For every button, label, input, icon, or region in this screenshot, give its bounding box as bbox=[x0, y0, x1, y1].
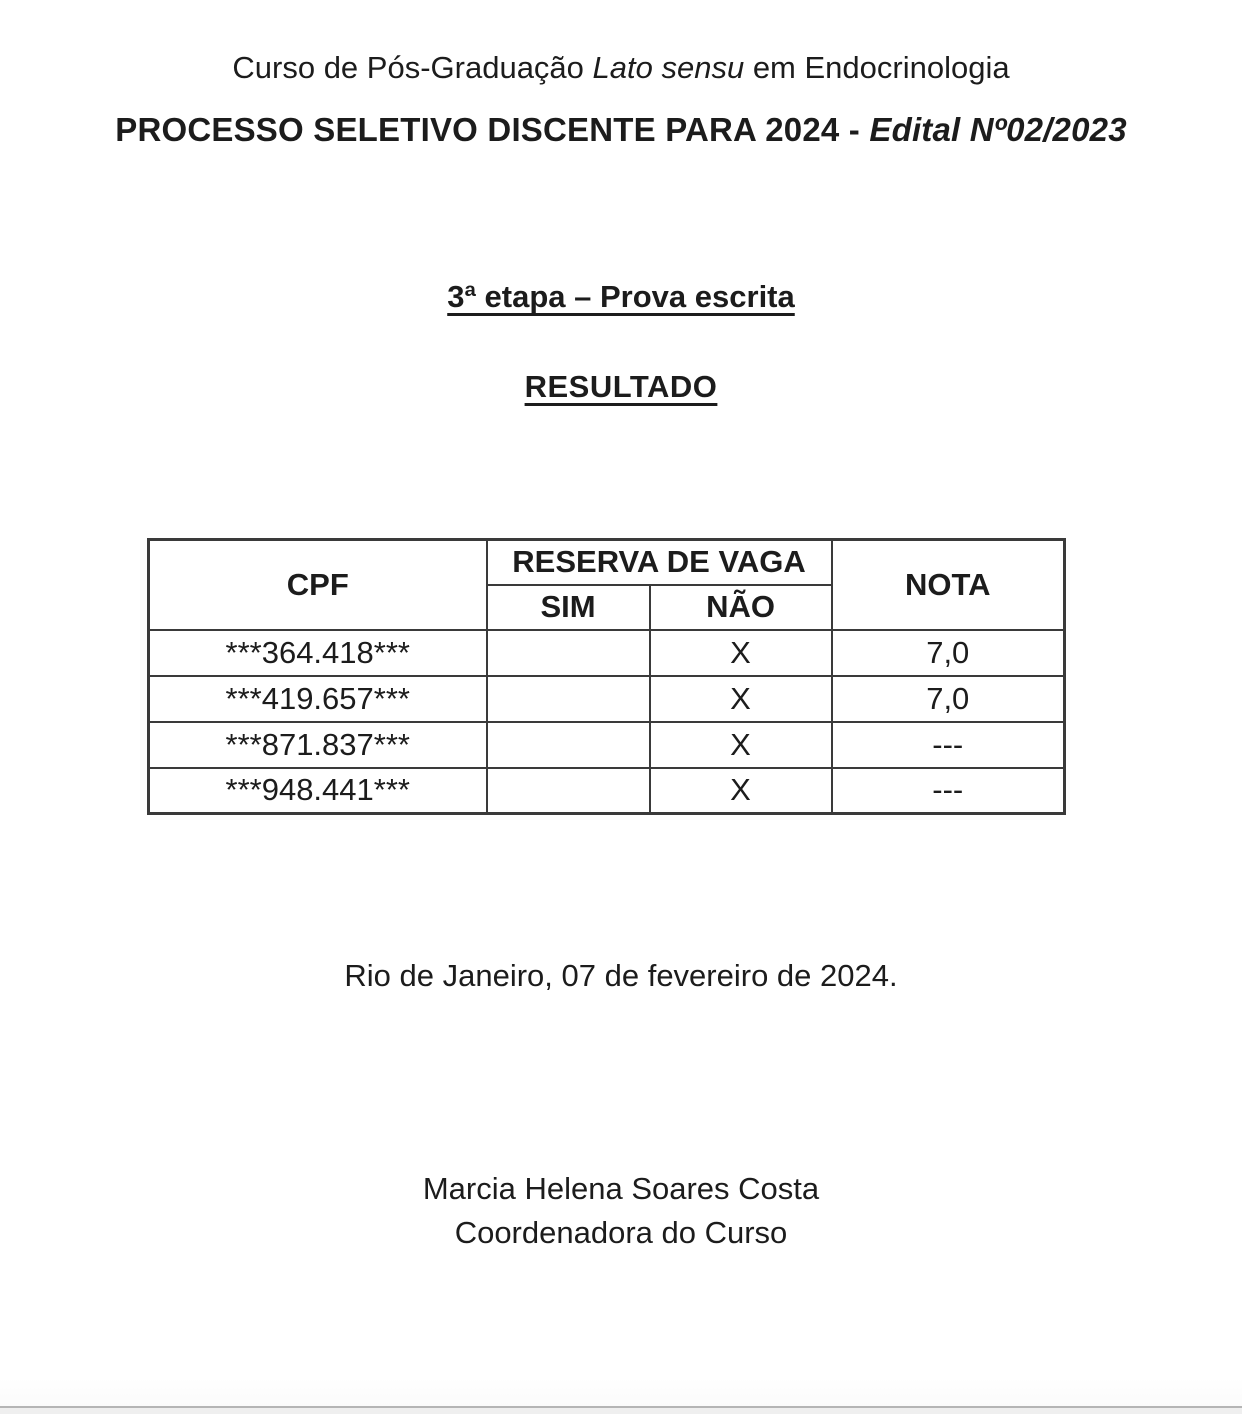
table-row bbox=[149, 722, 1065, 768]
column-header-cpf: CPF bbox=[149, 540, 487, 630]
cpf-cell: ***364.418*** bbox=[149, 630, 487, 676]
cpf-cell: ***871.837*** bbox=[149, 722, 487, 768]
nota-cell: --- bbox=[832, 722, 1065, 768]
results-table bbox=[147, 538, 1066, 815]
nota-cell: 7,0 bbox=[832, 630, 1065, 676]
course-title-prefix: Curso de Pós-Graduação bbox=[232, 50, 593, 85]
nota-cell: --- bbox=[832, 768, 1065, 814]
table-row bbox=[149, 676, 1065, 722]
process-title-prefix: PROCESSO SELETIVO DISCENTE PARA 2024 - bbox=[115, 111, 870, 148]
course-title-suffix: em Endocrinologia bbox=[744, 50, 1010, 85]
nao-cell: X bbox=[650, 676, 832, 722]
result-heading: RESULTADO bbox=[524, 369, 718, 404]
page-bottom-edge bbox=[0, 1406, 1242, 1414]
nao-cell: X bbox=[650, 630, 832, 676]
sim-cell bbox=[487, 768, 650, 814]
course-title-italic: Lato sensu bbox=[592, 50, 745, 85]
column-header-reserva: RESERVA DE VAGA bbox=[487, 540, 832, 585]
column-header-sim: SIM bbox=[487, 585, 650, 630]
sim-cell bbox=[487, 630, 650, 676]
date-line: Rio de Janeiro, 07 de fevereiro de 2024. bbox=[344, 958, 898, 993]
nao-cell: X bbox=[650, 768, 832, 814]
stage-heading: 3ª etapa – Prova escrita bbox=[447, 279, 795, 314]
table-row bbox=[149, 630, 1065, 676]
sim-cell bbox=[487, 722, 650, 768]
signature-name: Marcia Helena Soares Costa bbox=[422, 1171, 820, 1206]
process-title bbox=[0, 110, 1242, 150]
process-title-edital: Edital Nº02/2023 bbox=[869, 111, 1127, 148]
course-title bbox=[0, 50, 1242, 86]
cpf-cell: ***419.657*** bbox=[149, 676, 487, 722]
column-header-nota: NOTA bbox=[832, 540, 1065, 630]
page-bottom-fade bbox=[0, 1378, 1242, 1406]
signature-block bbox=[0, 1167, 1242, 1255]
table-header-row-top bbox=[149, 540, 1065, 585]
table-row bbox=[149, 768, 1065, 814]
column-header-nao: NÃO bbox=[650, 585, 832, 630]
sim-cell bbox=[487, 676, 650, 722]
cpf-cell: ***948.441*** bbox=[149, 768, 487, 814]
document-page bbox=[0, 50, 1242, 1414]
signature-role: Coordenadora do Curso bbox=[454, 1215, 788, 1250]
nao-cell: X bbox=[650, 722, 832, 768]
nota-cell: 7,0 bbox=[832, 676, 1065, 722]
